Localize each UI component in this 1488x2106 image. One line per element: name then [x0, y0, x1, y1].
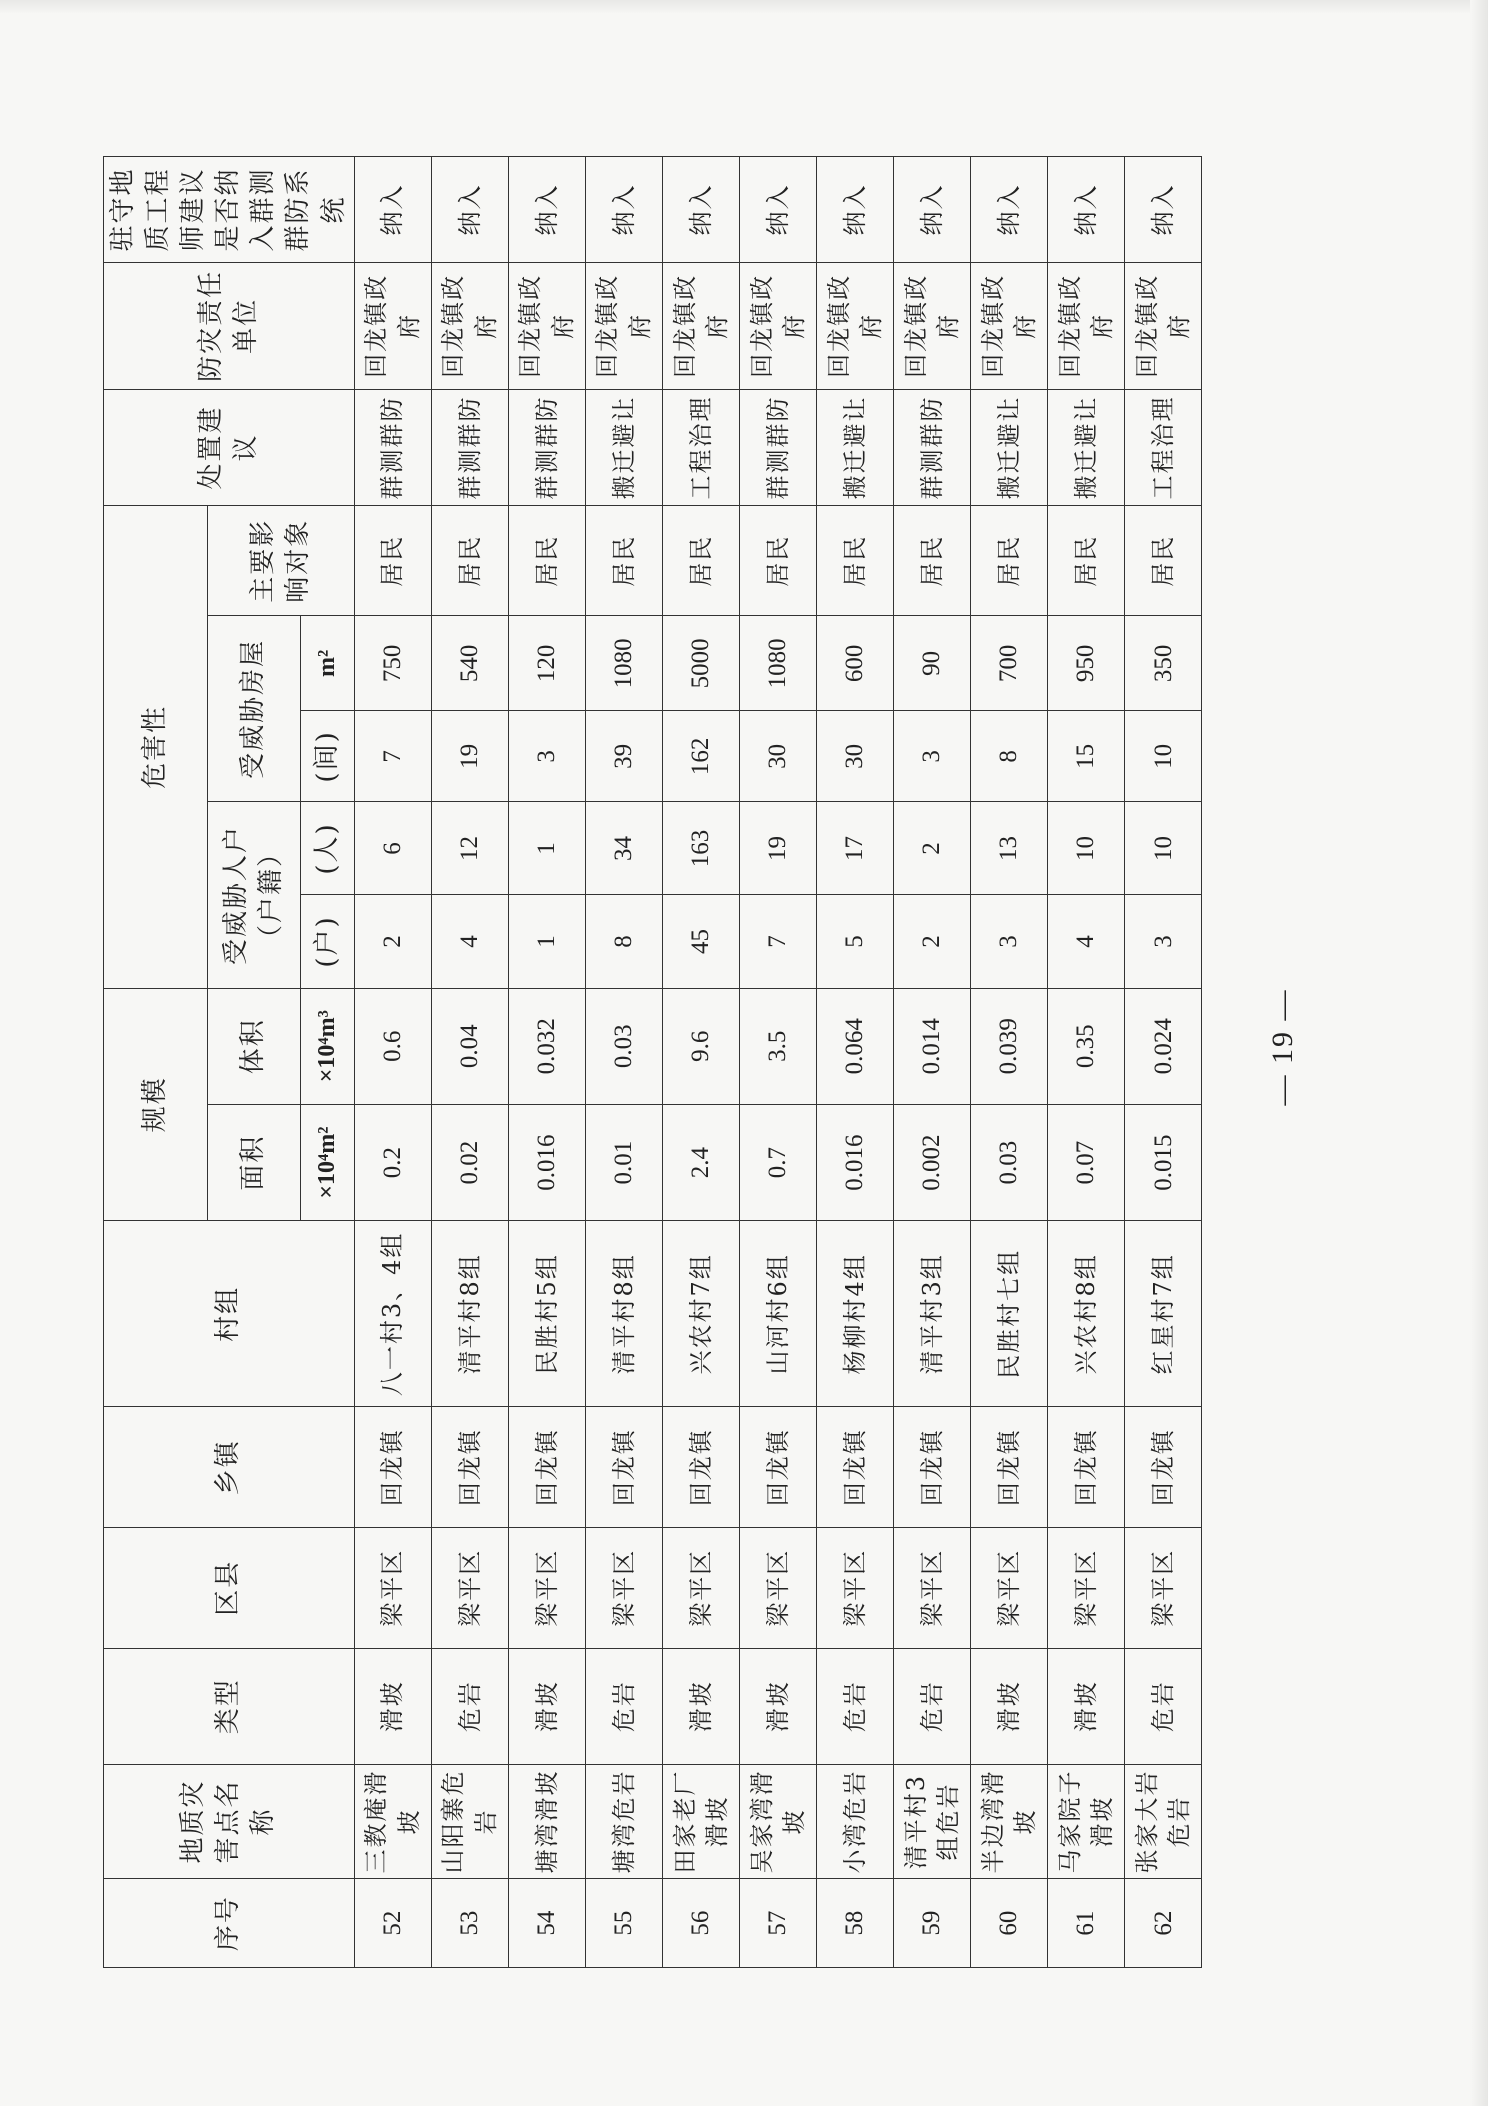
cell-name: 小湾危岩	[817, 1764, 894, 1878]
table-row	[1125, 157, 1202, 1968]
cell-town: 回龙镇	[739, 1407, 816, 1528]
cell-m2: 350	[1125, 616, 1202, 711]
cell-disposal: 群测群防	[894, 389, 971, 505]
cell-area: 0.016	[508, 1104, 585, 1220]
cell-rooms: 19	[431, 711, 508, 802]
cell-affected: 居民	[1048, 506, 1125, 616]
table-row	[585, 157, 662, 1968]
cell-include: 纳入	[431, 157, 508, 263]
cell-village: 兴农村7组	[662, 1221, 739, 1407]
cell-people: 2	[894, 802, 971, 895]
cell-hh: 45	[662, 895, 739, 988]
cell-county: 梁平区	[971, 1528, 1048, 1649]
cell-county: 梁平区	[662, 1528, 739, 1649]
cell-county: 梁平区	[1125, 1528, 1202, 1649]
cell-seq: 62	[1125, 1879, 1202, 1968]
cell-people: 163	[662, 802, 739, 895]
cell-people: 13	[971, 802, 1048, 895]
cell-type: 滑坡	[662, 1648, 739, 1764]
cell-town: 回龙镇	[662, 1407, 739, 1528]
cell-affected: 居民	[585, 506, 662, 616]
cell-include: 纳入	[817, 157, 894, 263]
cell-resp: 回龙镇政府	[508, 262, 585, 389]
cell-affected: 居民	[508, 506, 585, 616]
cell-type: 危岩	[431, 1648, 508, 1764]
cell-people: 17	[817, 802, 894, 895]
cell-county: 梁平区	[817, 1528, 894, 1649]
page-number: — 19 —	[1266, 988, 1299, 1106]
cell-disposal: 搬迁避让	[817, 389, 894, 505]
cell-m2: 750	[354, 616, 431, 711]
header-seq: 序号	[104, 1879, 355, 1968]
cell-seq: 55	[585, 1879, 662, 1968]
cell-town: 回龙镇	[354, 1407, 431, 1528]
cell-county: 梁平区	[585, 1528, 662, 1649]
cell-county: 梁平区	[1048, 1528, 1125, 1649]
cell-volume: 0.024	[1125, 988, 1202, 1104]
cell-volume: 3.5	[739, 988, 816, 1104]
table-row	[739, 157, 816, 1968]
cell-rooms: 7	[354, 711, 431, 802]
header-rooms-unit: (间)	[300, 711, 354, 802]
cell-volume: 0.064	[817, 988, 894, 1104]
cell-rooms: 30	[817, 711, 894, 802]
cell-disposal: 工程治理	[1125, 389, 1202, 505]
cell-affected: 居民	[662, 506, 739, 616]
cell-affected: 居民	[354, 506, 431, 616]
cell-include: 纳入	[1125, 157, 1202, 263]
cell-people: 10	[1125, 802, 1202, 895]
cell-town: 回龙镇	[431, 1407, 508, 1528]
cell-m2: 90	[894, 616, 971, 711]
cell-volume: 9.6	[662, 988, 739, 1104]
cell-resp: 回龙镇政府	[894, 262, 971, 389]
cell-m2: 120	[508, 616, 585, 711]
cell-rooms: 3	[894, 711, 971, 802]
cell-town: 回龙镇	[894, 1407, 971, 1528]
header-area-unit: ×10⁴m²	[300, 1104, 354, 1220]
cell-town: 回龙镇	[1125, 1407, 1202, 1528]
header-households-unit: (户)	[300, 895, 354, 988]
cell-hh: 8	[585, 895, 662, 988]
cell-m2: 600	[817, 616, 894, 711]
cell-resp: 回龙镇政府	[431, 262, 508, 389]
cell-disposal: 搬迁避让	[1048, 389, 1125, 505]
header-volume: 体积	[208, 988, 301, 1104]
cell-name: 塘湾滑坡	[508, 1764, 585, 1878]
cell-hh: 4	[1048, 895, 1125, 988]
cell-include: 纳入	[585, 157, 662, 263]
header-affected: 主要影响对象	[208, 506, 355, 616]
rotated-table-container	[103, 156, 1194, 1968]
cell-include: 纳入	[1048, 157, 1125, 263]
cell-people: 10	[1048, 802, 1125, 895]
cell-volume: 0.6	[354, 988, 431, 1104]
cell-seq: 59	[894, 1879, 971, 1968]
cell-volume: 0.03	[585, 988, 662, 1104]
cell-town: 回龙镇	[1048, 1407, 1125, 1528]
header-resp: 防灾责任单位	[104, 262, 355, 389]
cell-village: 清平村3组	[894, 1221, 971, 1407]
cell-seq: 60	[971, 1879, 1048, 1968]
cell-rooms: 10	[1125, 711, 1202, 802]
cell-type: 危岩	[1125, 1648, 1202, 1764]
cell-type: 危岩	[894, 1648, 971, 1764]
cell-type: 滑坡	[508, 1648, 585, 1764]
cell-village: 八一村3、4组	[354, 1221, 431, 1407]
cell-area: 2.4	[662, 1104, 739, 1220]
cell-volume: 0.032	[508, 988, 585, 1104]
page-top-shadow	[0, 0, 1488, 14]
cell-seq: 56	[662, 1879, 739, 1968]
header-threat-households: 受威胁人户（户籍）	[208, 802, 301, 988]
cell-area: 0.002	[894, 1104, 971, 1220]
cell-village: 清平村8组	[431, 1221, 508, 1407]
cell-name: 山阳寨危岩	[431, 1764, 508, 1878]
cell-hh: 2	[894, 895, 971, 988]
cell-area: 0.2	[354, 1104, 431, 1220]
cell-area: 0.01	[585, 1104, 662, 1220]
cell-name: 张家大岩危岩	[1125, 1764, 1202, 1878]
cell-resp: 回龙镇政府	[1048, 262, 1125, 389]
cell-affected: 居民	[1125, 506, 1202, 616]
cell-type: 滑坡	[354, 1648, 431, 1764]
header-m2-unit: m²	[300, 616, 354, 711]
header-scale: 规模	[104, 988, 208, 1221]
cell-rooms: 30	[739, 711, 816, 802]
cell-seq: 61	[1048, 1879, 1125, 1968]
header-type: 类型	[104, 1648, 355, 1764]
cell-type: 滑坡	[971, 1648, 1048, 1764]
header-threat-houses: 受威胁房屋	[208, 616, 301, 802]
header-hazard: 危害性	[104, 506, 208, 988]
header-disposal: 处置建议	[104, 389, 355, 505]
table-row	[662, 157, 739, 1968]
cell-county: 梁平区	[739, 1528, 816, 1649]
table-row	[431, 157, 508, 1968]
cell-area: 0.07	[1048, 1104, 1125, 1220]
header-town: 乡镇	[104, 1407, 355, 1528]
cell-affected: 居民	[894, 506, 971, 616]
cell-name: 清平村3组危岩	[894, 1764, 971, 1878]
cell-name: 半边湾滑坡	[971, 1764, 1048, 1878]
cell-m2: 540	[431, 616, 508, 711]
cell-name: 塘湾危岩	[585, 1764, 662, 1878]
cell-village: 民胜村5组	[508, 1221, 585, 1407]
header-village: 村组	[104, 1221, 355, 1407]
cell-people: 6	[354, 802, 431, 895]
cell-county: 梁平区	[354, 1528, 431, 1649]
cell-type: 滑坡	[1048, 1648, 1125, 1764]
cell-m2: 700	[971, 616, 1048, 711]
cell-hh: 4	[431, 895, 508, 988]
cell-town: 回龙镇	[508, 1407, 585, 1528]
cell-seq: 57	[739, 1879, 816, 1968]
cell-type: 滑坡	[739, 1648, 816, 1764]
cell-name: 马家院子滑坡	[1048, 1764, 1125, 1878]
cell-people: 19	[739, 802, 816, 895]
cell-area: 0.02	[431, 1104, 508, 1220]
cell-county: 梁平区	[894, 1528, 971, 1649]
cell-town: 回龙镇	[585, 1407, 662, 1528]
cell-type: 危岩	[585, 1648, 662, 1764]
cell-resp: 回龙镇政府	[817, 262, 894, 389]
cell-resp: 回龙镇政府	[662, 262, 739, 389]
cell-rooms: 8	[971, 711, 1048, 802]
cell-hh: 3	[971, 895, 1048, 988]
cell-include: 纳入	[971, 157, 1048, 263]
cell-include: 纳入	[662, 157, 739, 263]
cell-area: 0.016	[817, 1104, 894, 1220]
table-row	[894, 157, 971, 1968]
cell-village: 红星村7组	[1125, 1221, 1202, 1407]
cell-seq: 58	[817, 1879, 894, 1968]
cell-m2: 5000	[662, 616, 739, 711]
table-row	[817, 157, 894, 1968]
cell-volume: 0.35	[1048, 988, 1125, 1104]
cell-include: 纳入	[739, 157, 816, 263]
cell-area: 0.7	[739, 1104, 816, 1220]
cell-area: 0.03	[971, 1104, 1048, 1220]
cell-disposal: 工程治理	[662, 389, 739, 505]
header-area: 面积	[208, 1104, 301, 1220]
cell-disposal: 群测群防	[739, 389, 816, 505]
cell-volume: 0.039	[971, 988, 1048, 1104]
cell-resp: 回龙镇政府	[354, 262, 431, 389]
cell-town: 回龙镇	[817, 1407, 894, 1528]
cell-name: 三教庵滑坡	[354, 1764, 431, 1878]
cell-village: 杨柳村4组	[817, 1221, 894, 1407]
cell-hh: 7	[739, 895, 816, 988]
cell-disposal: 群测群防	[508, 389, 585, 505]
cell-name: 田家老厂滑坡	[662, 1764, 739, 1878]
cell-disposal: 搬迁避让	[585, 389, 662, 505]
header-people-unit: (人)	[300, 802, 354, 895]
cell-disposal: 群测群防	[354, 389, 431, 505]
cell-people: 1	[508, 802, 585, 895]
table-body	[354, 157, 1202, 1968]
cell-volume: 0.04	[431, 988, 508, 1104]
table-row	[354, 157, 431, 1968]
cell-rooms: 15	[1048, 711, 1125, 802]
cell-village: 山河村6组	[739, 1221, 816, 1407]
cell-resp: 回龙镇政府	[1125, 262, 1202, 389]
cell-affected: 居民	[431, 506, 508, 616]
cell-include: 纳入	[508, 157, 585, 263]
cell-affected: 居民	[971, 506, 1048, 616]
cell-village: 兴农村8组	[1048, 1221, 1125, 1407]
cell-county: 梁平区	[508, 1528, 585, 1649]
cell-resp: 回龙镇政府	[739, 262, 816, 389]
cell-volume: 0.014	[894, 988, 971, 1104]
cell-m2: 1080	[739, 616, 816, 711]
header-name: 地质灾害点名称	[104, 1764, 355, 1878]
cell-hh: 1	[508, 895, 585, 988]
cell-disposal: 搬迁避让	[971, 389, 1048, 505]
table-row	[1048, 157, 1125, 1968]
cell-seq: 54	[508, 1879, 585, 1968]
header-include: 驻守地质工程师建议是否纳入群测群防系统	[104, 157, 355, 263]
cell-people: 12	[431, 802, 508, 895]
cell-people: 34	[585, 802, 662, 895]
cell-resp: 回龙镇政府	[585, 262, 662, 389]
cell-hh: 2	[354, 895, 431, 988]
cell-rooms: 39	[585, 711, 662, 802]
cell-name: 吴家湾滑坡	[739, 1764, 816, 1878]
cell-village: 清平村8组	[585, 1221, 662, 1407]
cell-m2: 950	[1048, 616, 1125, 711]
header-county: 区县	[104, 1528, 355, 1649]
cell-area: 0.015	[1125, 1104, 1202, 1220]
cell-rooms: 3	[508, 711, 585, 802]
header-volume-unit: ×10⁴m³	[300, 988, 354, 1104]
cell-include: 纳入	[894, 157, 971, 263]
cell-include: 纳入	[354, 157, 431, 263]
cell-affected: 居民	[739, 506, 816, 616]
cell-disposal: 群测群防	[431, 389, 508, 505]
table-row	[971, 157, 1048, 1968]
cell-affected: 居民	[817, 506, 894, 616]
cell-seq: 53	[431, 1879, 508, 1968]
cell-rooms: 162	[662, 711, 739, 802]
cell-hh: 5	[817, 895, 894, 988]
hazard-table	[103, 156, 1202, 1968]
cell-m2: 1080	[585, 616, 662, 711]
cell-seq: 52	[354, 1879, 431, 1968]
page-right-edge	[1470, 0, 1488, 2106]
table-row	[508, 157, 585, 1968]
cell-hh: 3	[1125, 895, 1202, 988]
cell-resp: 回龙镇政府	[971, 262, 1048, 389]
cell-county: 梁平区	[431, 1528, 508, 1649]
cell-town: 回龙镇	[971, 1407, 1048, 1528]
cell-type: 危岩	[817, 1648, 894, 1764]
cell-village: 民胜村七组	[971, 1221, 1048, 1407]
